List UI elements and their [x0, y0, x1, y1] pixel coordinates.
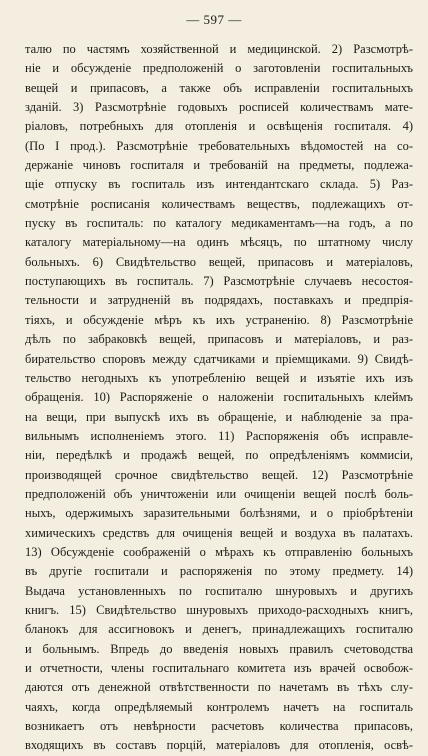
- text-line: и отчетности, члены госпитальнаго комитета изъ врачей освобож-: [25, 661, 413, 675]
- text-line: больныхъ. 6) Свидѣтельство вещей, припасовъ и матеріаловъ,: [25, 254, 413, 269]
- text-line: Выдача установленныхъ по госпиталю шнуровыхъ и другихъ: [25, 583, 413, 598]
- text-line: ныхъ, одержимыхъ заразительными болѣзнями, и о пріобрѣтеніи: [25, 506, 413, 521]
- text-line: производящей срочное свидѣтельство вещей. 12) Разсмотрѣніе: [25, 467, 413, 482]
- text-line: возникаетъ отъ невѣрности расчетовъ количества припасовъ,: [25, 719, 413, 734]
- text-line: каталогу матеріальному—на одинъ мѣсяцъ, по штатному числу: [25, 235, 413, 250]
- text-line: бирательство споровъ между сдатчиками и пріемщиками. 9) Свидѣ-: [25, 351, 413, 366]
- text-line: смотрѣніе росписанія количествамъ веществъ, подлежащихъ от-: [25, 196, 413, 211]
- text-line: и больнымъ. Впредь до введенія новыхъ правилъ счетоводства: [25, 641, 413, 656]
- text-line: пуску въ госпиталь: по каталогу медикаментамъ—на годъ, а по: [25, 216, 413, 231]
- text-line: поступающихъ въ госпиталь. 7) Разсмотрѣніе случаевъ несостоя-: [25, 274, 413, 289]
- text-line: тіяхъ, и обсужденіе мѣръ къ ихъ устраненію. 8) Разсмотрѣніе: [25, 312, 413, 327]
- text-line: бланокъ для ассигновокъ и денегъ, принадлежащихъ госпиталю: [25, 622, 413, 637]
- text-line: на вещи, при выпускѣ ихъ въ обращеніе, и наблюденіе за пра-: [25, 409, 413, 424]
- text-line: предположеній объ уничтоженіи или очищеніи вещей послѣ боль-: [25, 486, 413, 501]
- text-line: (По I прод.). Разсмотрѣніе требовательныхъ вѣдомостей на со-: [25, 138, 413, 153]
- text-line: талю по частямъ хозяйственной и медицинской. 2) Разсмотрѣ-: [25, 42, 413, 56]
- text-line: дѣлъ по забраковкѣ вещей, припасовъ и матеріаловъ, и раз-: [25, 332, 413, 347]
- page-number: — 597 —: [186, 12, 242, 27]
- text-line: щіе отпуску въ госпиталь изъ интендантскаго склада. 5) Раз-: [25, 177, 413, 192]
- text-line: 13) Обсужденіе соображеній о мѣрахъ къ отправленію больныхъ: [25, 544, 413, 559]
- text-line: ніи, передѣлкѣ и продажѣ вещей, по опредѣленіямъ коммисіи,: [25, 448, 413, 463]
- text-line: химическихъ средствъ для очищенія вещей и воздуха въ палатахъ.: [25, 525, 413, 540]
- text-line: обращенія. 10) Распоряженіе о наложеніи госпитальныхъ клеймъ: [25, 390, 413, 405]
- text-line: даются отъ денежной отвѣтственности по начетамъ въ тѣхъ слу-: [25, 680, 413, 695]
- body-text: [25, 40, 413, 756]
- text-line: ріаловъ, потребныхъ для отопленія и освѣщенія госпиталя. 4): [25, 119, 413, 134]
- text-line: зданій. 3) Разсмотрѣніе годовыхъ росписей количествамъ мате-: [25, 100, 413, 115]
- text-line: ніе и обсужденіе предположеній о заготовленіи госпитальныхъ: [25, 61, 413, 76]
- text-line: въ другіе госпитали и распоряженія по этому предмету. 14): [25, 564, 413, 579]
- text-line: книгъ. 15) Свидѣтельство шнуровыхъ приходо-расходныхъ книгъ,: [25, 602, 413, 617]
- text-line: вещей и припасовъ, а также объ исправленіи госпитальныхъ: [25, 80, 413, 95]
- text-line: тельности и затрудненій въ подрядахъ, поставкахъ и предпрія-: [25, 293, 413, 308]
- text-line: входящихъ въ составъ порцій, матеріаловъ для отопленія, освѣ-: [25, 738, 413, 753]
- text-line: тельство негодныхъ къ употребленію вещей и изъятіе ихъ изъ: [25, 370, 413, 385]
- text-line: чаяхъ, когда опредѣляемый контролемъ начетъ на госпиталь: [25, 699, 413, 714]
- text-line: вильнымъ исполненіемъ этого. 11) Распоряженія объ исправле-: [25, 428, 413, 443]
- text-line: держаніе чиновъ госпиталя и требованій на предметы, подлежа-: [25, 158, 413, 173]
